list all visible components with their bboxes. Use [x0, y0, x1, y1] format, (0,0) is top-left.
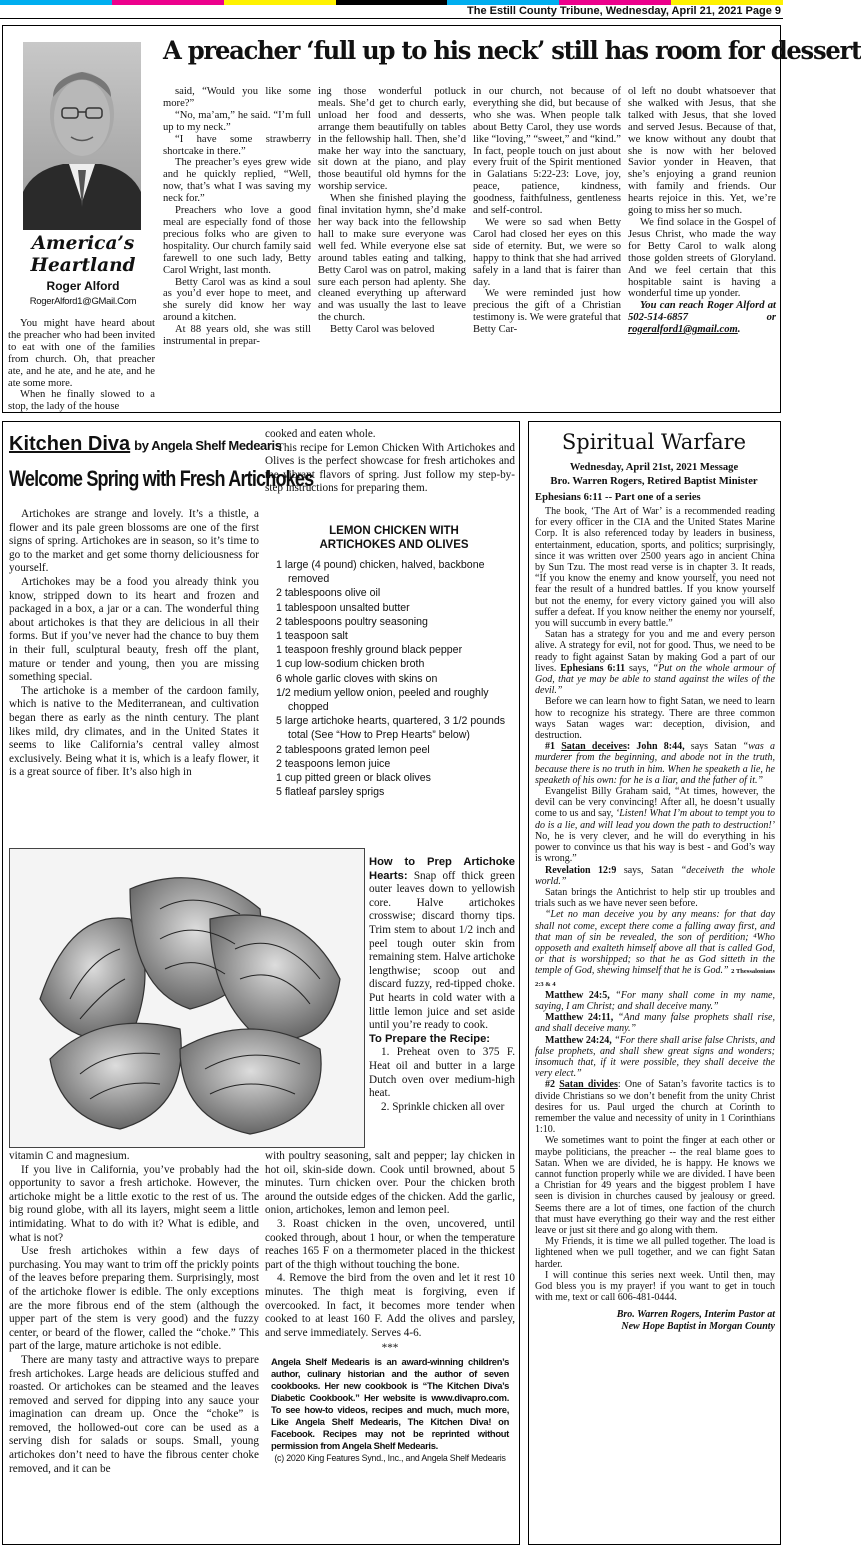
paragraph: “I have some strawberry shortcake in there.” — [163, 133, 311, 157]
step-2-start: 2. Sprinkle chicken all over — [381, 1100, 505, 1113]
heartland-col-3 — [473, 86, 621, 336]
kitchen-title: Welcome Spring with Fresh Artichokes — [9, 466, 314, 491]
prep-paragraph — [369, 856, 515, 1033]
paragraph: with poultry seasoning, salt and pepper; lay chicken in hot oil, skin-side down. Cook until browned, about 5 minutes. Turn chicken over. Pour the chicken broth around the outside edges of the chicken. Add the garlic, onion, artichokes, lemon and lemon peel. — [265, 1150, 515, 1217]
prepare-heading: To Prepare the Recipe: — [369, 1032, 491, 1045]
paragraph: If you live in California, you’ve probably had the opportunity to savor a fresh artichoke. However, the artichoke might be a little exotic to the rest of us. The big round globe, with all its layers, might seem a little intimidating. What to do with it? What is edible, and what is not? — [9, 1163, 259, 1244]
sw-title: Spiritual Warfare — [561, 430, 747, 454]
paragraph: The artichoke is a member of the cardoon family, which is native to the Mediterranean, and cultivation began there as early as the ninth century. The plant likes mild, dry climates, and in the United States it seems to like California’s central valley almost exclusively. Being what it is, which is a leafy flower, it is a great source of fiber. It’s also high in — [9, 684, 259, 779]
sw-byline: Bro. Warren Rogers, Retired Baptist Minister — [550, 476, 758, 487]
sw-p6: We sometimes want to point the finger at each other or maybe politicians, the preacher -- the real blame goes to Satan. When we are divided, he is happy. He knows we cannot function properly while we are divided. I have been a Christian for 49 years and the biggest problem I have seen is division in churches caused by jealousy or greed. Seems there are a lot of times, one faction of the church that must have everything go their way and the rest either leave or just sit there and go along with them. — [535, 1135, 775, 1236]
author-name: Roger Alford — [46, 279, 120, 293]
paragraph: vitamin C and magnesium. — [9, 1150, 130, 1162]
author-photo — [23, 42, 141, 230]
sw-p2-quote: “Put on the whole armour of God, that ye may be able to stand against the wiles of the devil.” — [535, 662, 776, 697]
ingredient: 1 teaspoon freshly ground black pepper — [276, 644, 463, 657]
paragraph: Use fresh artichokes within a few days of purchasing. You may want to trim off the prickly points of the leaves before preparing them. Surprisingly, most of the artichoke flower is edible. The only exceptions are the more fibrous end of the stem (although the upper part of the stem is very good) and the fuzzy center, or beard of the flower, called the “choke.” This part of the large, mature artichoke is not edible. — [9, 1245, 259, 1353]
sw-d1-ref: : John 8:44, — [626, 741, 685, 753]
sw-m3-ref: Matthew 24:24, — [545, 1034, 612, 1046]
paragraph: in our church, not because of everything she did, but because of who she was. When people talk about Betty Carol, they use words like “loving,” “sweet,” and “kind.” In fact, people touch on just about every fruit of the Spirit mentioned in Galatians 5:22-23: Love, joy, peace, patience, kindness, goodness, faithfulness, gentleness and self-control. — [473, 86, 621, 217]
sw-m1-quote: “For many shall come in my name, saying, I am Christ; and shall deceive many.” — [535, 989, 775, 1012]
artichoke-icon — [10, 849, 366, 1149]
copyright: (c) 2020 King Features Synd., Inc., and Angela Shelf Medearis — [274, 1452, 506, 1463]
sw-signature-2: New Hope Baptist in Morgan County — [621, 1320, 775, 1332]
sw-divides — [535, 1079, 775, 1135]
paragraph: This recipe for Lemon Chicken With Artichokes and Olives is the perfect showcase for fresh artichokes and the vibrant flavors of spring. Just follow my step-by-step instructions for preparing them. — [265, 441, 515, 495]
ingredient: 5 flatleaf parsley sprigs — [276, 786, 385, 799]
sw-m1 — [535, 990, 775, 1012]
ingredient-list — [276, 558, 516, 799]
sw-deceives — [535, 741, 775, 786]
kitchen-brand-line — [9, 433, 282, 456]
author-email: RogerAlford1@GMail.Com — [29, 296, 137, 307]
ingredient: 2 tablespoons grated lemon peel — [276, 743, 430, 756]
ingredient: 1 cup pitted green or black olives — [276, 772, 431, 785]
sw-p7: My Friends, it is time we all pulled together. The load is lightened when we pull together, and we can fight Satan harder. — [535, 1236, 775, 1270]
sw-p2-ref: Ephesians 6:11 — [560, 662, 626, 674]
sw-d2-label: #2 — [545, 1079, 555, 1091]
sw-d1-word: Satan deceives — [561, 741, 627, 753]
sw-rev — [535, 865, 775, 887]
sw-p5-quote: “Let no man deceive you by any means: for that day shall not come, except there come a falling away first, and that man of sin be revealed, the son of perdition; ⁴Who opposeth and exalteth himself above all that is called God, or that is worshipped; so that he as God sitteth in the temple of God, shewing himself that he is God.” — [535, 909, 775, 977]
contact-email-link[interactable]: rogeralford1@gmail.com — [628, 324, 738, 336]
sw-p3: Before we can learn how to fight Satan, we need to learn how to recognize his strategy. There are three common ways Satan wages war: deception, division, and destruction. — [535, 696, 775, 742]
paragraph: The preacher’s eyes grew wide and he quickly replied, “Well, now, that’s what I was saving my neck for.” — [163, 157, 311, 205]
sw-m2 — [535, 1012, 775, 1034]
sw-m2-quote: “And many false prophets shall rise, and shall deceive many.” — [535, 1012, 775, 1035]
paragraph: 4. Remove the bird from the oven and let it rest 10 minutes. The thigh meat is forgiving, even if overcooked. In fact, it becomes more tender when cooked to at least 160 F. Add the olives and parsley, and serve immediately. Serves 4-6. — [265, 1272, 515, 1339]
paragraph: Betty Carol was beloved — [330, 324, 435, 336]
sw-d1-says: says Satan — [690, 741, 737, 753]
heartland-article — [2, 25, 861, 413]
heartland-col-1 — [163, 86, 311, 348]
prep-text: Snap off thick green outer leaves down to yellowish core. Halve artichokes crosswise; discard thorny tips. Trim stem to about 1/2 inch and peel tough outer skin from remaining stem. Halve artichoke lengthwise; scoop out and discard fuzzy, red-tipped choke. Put hearts in cold water with a little lemon juice and set aside until you’re ready to cook. — [369, 869, 516, 1032]
kitchen-left-top — [9, 508, 259, 780]
ingredient: 2 teaspoons lemon juice — [276, 757, 391, 770]
paragraph: Betty Carol was as kind a soul as you’d ever hope to meet, and she surely did know her way around a kitchen. — [163, 276, 311, 324]
artichoke-image — [9, 848, 365, 1148]
kitchen-byline: by Angela Shelf Medearis — [134, 438, 282, 453]
sw-m3-quote: “For there shall arise false Christs, and false prophets, and shall shew great signs and wonders; insomuch that, if it were possible, they shall deceive the very elect.” — [535, 1034, 775, 1080]
sw-p5-quote-para — [535, 909, 775, 989]
ingredient: 1 teaspoon salt — [276, 630, 348, 643]
contact-text: You can reach Roger Alford at 502-514-6857 or — [628, 300, 776, 324]
paragraph: We were so sad when Betty Carol had closed her eyes on this side of eternity. But, we were so happy to think that she had arrived safely in a land that is fairer than day. — [473, 216, 621, 288]
ingredient: 1/2 medium yellow onion, peeled and roughly chopped — [276, 686, 489, 714]
ingredient: 2 tablespoons olive oil — [276, 587, 381, 600]
sw-rev-ref: Revelation 12:9 — [545, 864, 617, 876]
contact-paragraph: You can reach Roger Alford at 502-514-6857 or rogeralford1@gmail.com. — [628, 300, 776, 336]
paragraph: ol left no doubt whatsoever that she walked with Jesus, that she talked with Jesus, that she loved and served Jesus. Because of that, we know without any doubt that she is now with her beloved Savior yonder in Heaven, that she’s enjoying a grand reunion with family and friends. Our hearts rejoice in this. Yet, we’re going to miss her so much. — [628, 86, 776, 217]
sw-p5: Satan brings the Antichrist to help stir up troubles and trials such as we have never seen before. — [535, 886, 775, 910]
heartland-col-4 — [628, 86, 776, 336]
paragraph: We were reminded just how precious the gift of a Christian testimony is. We were grateful that Betty Car- — [473, 288, 621, 336]
section-stars: *** — [381, 1342, 399, 1355]
paragraph: When he finally slowed to a stop, the lady of the house — [8, 389, 155, 413]
sw-d1-quote: “was a murderer from the beginning, and abode not in the truth, because there is no truth in him. When he speaketh a lie, he speaketh of his own: for he is a liar, and the father of it.” — [535, 741, 776, 786]
paragraph: cooked and eaten whole. — [265, 428, 376, 440]
sw-m1-ref: Matthew 24:5, — [545, 989, 610, 1001]
heartland-col-2 — [318, 86, 466, 336]
sw-p4-text: Evangelist Billy Graham said, “At times, however, the devil can be very convincing! After all, he doesn’t usually come to us and say, — [535, 786, 775, 820]
sw-m2-ref: Matthew 24:11, — [545, 1012, 614, 1024]
sw-series: Ephesians 6:11 -- Part one of a series — [535, 492, 701, 503]
heartland-col-0 — [8, 318, 155, 413]
ingredient: 6 whole garlic cloves with skins on — [276, 672, 438, 685]
paragraph: You might have heard about the preacher who had been invited to eat with one of the families from church. Oh, that preacher ate, and he ate, and he ate, and he ate some more. — [8, 318, 155, 389]
sw-body — [535, 506, 775, 1332]
sw-p1: The book, ‘The Art of War’ is a recommended reading for every officer in the CIA and the United States Marine Corp. It is also referenced today by leaders in business, entertainment, education, sports, and politics; surprisingly, since it was written over 2500 years ago in ancient China by Sun Tzu. The most read verse is in chapter 3. It reads, “If you know the enemy and know yourself, you need not fear the result of a hundred battles. If you know yourself but not the enemy, for every victory gained you will also suffer a defeat. If you know neither the enemy nor yourself, you will succumb in every battle.” — [535, 506, 775, 630]
paragraph: Preachers who love a good meal are especially fond of those precious folks who are given to hospitality. Our church family said farewell to one such lady, Betty Carol Wright, last month. — [163, 205, 311, 276]
ingredient: 1 tablespoon unsalted butter — [276, 601, 410, 614]
ingredient: 5 large artichoke hearts, quartered, 3 1/2 pounds total (See “How to Prep Hearts” below) — [276, 715, 506, 742]
paragraph: Artichokes are strange and lovely. It’s a thistle, a flower and its pale green blossoms are one of the first signs of spring. Artichokes are in season, so it’s time to go to the market and get some thorny deliciousness for yourself. — [9, 508, 259, 575]
kitchen-left-bottom — [9, 1150, 259, 1476]
kitchen-right-bottom — [265, 1150, 515, 1464]
author-portrait-icon — [23, 42, 141, 230]
kitchen-diva-article — [2, 421, 520, 1545]
sw-rev-quote: “deceiveth the whole world.” — [535, 864, 776, 887]
recipe-title: LEMON CHICKEN WITH ARTICHOKES AND OLIVES — [319, 525, 469, 551]
paragraph: When she finished playing the final invitation hymn, she’d make her way back into the fellowship hall to make sure everyone was well fed. While everyone else sat around tables eating and talking, Betty Carol was on patrol, making sure each person had aplenty. She cleaned everything up afterward and was usually the last to leave the church. — [318, 193, 466, 324]
paragraph: “No, ma’am,” he said. “I’m full up to my neck.” — [163, 109, 311, 133]
spiritual-warfare-article — [528, 421, 781, 1545]
sw-d2-word: Satan divides — [559, 1079, 618, 1091]
page-header: The Estill County Tribune, Wednesday, April 21, 2021 Page 9 — [0, 5, 783, 19]
prep-heading: How to Prep Artichoke Hearts: — [369, 856, 515, 882]
sw-p4-quote: ‘Listen! What I’m about to tempt you to do is a lie, and will lead you down the path to destruction!’ — [535, 808, 776, 831]
ingredient: 2 tablespoons poultry seasoning — [276, 615, 428, 628]
sw-signature-1: Bro. Warren Rogers, Interim Pastor at — [616, 1309, 775, 1321]
column-title: America’s Heartland — [30, 233, 136, 276]
sw-p2-text: Satan has a strategy for you and me and every person alive. A strategy for evil, not for good. Thus, we need to be ready to fight against Satan by making God a part of our lives. — [535, 629, 775, 674]
step-1: 1. Preheat oven to 375 F. Heat oil and butter in a large Dutch oven over medium-high heat. — [369, 1046, 515, 1100]
ingredient: 1 large (4 pound) chicken, halved, backbone removed — [276, 559, 485, 586]
sw-p4 — [535, 786, 775, 864]
sw-rev-says: says, Satan — [623, 864, 674, 876]
sw-date: Wednesday, April 21st, 2021 Message — [569, 462, 739, 473]
paragraph: ing those wonderful potluck meals. She’d get to church early, unload her food and desserts, arrange them beautifully on tables in the fellowship hall. Then, she’d make her way into the sanctuary, sit down at the piano, and play those beautiful old hymns for the worship service. — [318, 86, 466, 193]
paragraph: At 88 years old, she was still instrumental in prepar- — [163, 324, 311, 348]
sw-m3 — [535, 1035, 775, 1080]
sw-p2-says: says, — [629, 662, 649, 674]
author-bio: Angela Shelf Medearis is an award-winning children’s author, culinary historian and the author of seven cookbooks. Her new cookbook is “The Kitchen Diva’s Diabetic Cookbook.” Her website is www.divapro.com. To see how-to videos, recipes and much, much more, Like Angela Shelf Medearis, The Kitchen Diva! on Facebook. Recipes may not be reprinted without permission from Angela Shelf Medearis. — [271, 1355, 509, 1451]
kitchen-right-top — [265, 428, 515, 496]
paragraph: There are many tasty and attractive ways to prepare fresh artichokes. Large heads are delicious stuffed and roasted. Or artichokes can be steamed and the leaves removed and served for dipping into any sauce your imagination can dream up. Once the “choke” is removed, the hollowed-out core can be used as a serving dish for salads or soups. Small, young artichokes don’t need to have the fibrous center choke removed, and it can be — [9, 1353, 259, 1475]
sw-p5-ref: 2 Thessalonians 2:3 & 4 — [535, 968, 775, 988]
prep-hearts — [369, 856, 515, 1114]
sw-p8: I will continue this series next week. Until then, may God bless you is my prayer! if you want to get in touch with me, text or call 606-481-0444. — [535, 1269, 775, 1304]
heartland-headline: A preacher ‘full up to his neck’ still has room for dessert — [163, 36, 861, 65]
ingredient: 1 cup low-sodium chicken broth — [276, 658, 425, 671]
sw-d1-label: #1 — [545, 741, 555, 753]
sw-d2-text: : One of Satan’s favorite tactics is to divide Christians so we don’t benefit from the unity Christ desires for us. Paul urged the church at Corinth to remember the value and necessity of unity in 1 Corinthians 1:10. — [535, 1079, 775, 1136]
paragraph: said, “Would you like some more?” — [163, 86, 311, 109]
sw-p2 — [535, 629, 775, 696]
kitchen-brand: Kitchen Diva — [9, 433, 131, 455]
paragraph: 3. Roast chicken in the oven, uncovered, until cooked through, about 1 hour, or when the temperature reaches 165 F on a thermometer placed in the thickest part of the thigh without touching the bone. — [265, 1217, 515, 1271]
paragraph: We find solace in the Gospel of Jesus Christ, who made the way for Betty Carol to walk along those golden streets of Gloryland. And we feel certain that this hospitable saint is having a wonderful time up yonder. — [628, 216, 776, 300]
paragraph: Artichokes may be a food you already think you know, stripped down to its heart and frozen and packaged in a box, a jar or a can. The wonderful thing about artichokes is that they are delicious in all their forms. But if you’ve never had the chance to buy them in their full, sculptural beauty, fresh off the plant, mature or tender and young, then you are missing something special. — [9, 575, 259, 684]
sw-p4-end: No, he is very clever, and he will do everything in his power to convince us that his way is best - and God’s way is wrong.” — [535, 830, 775, 865]
